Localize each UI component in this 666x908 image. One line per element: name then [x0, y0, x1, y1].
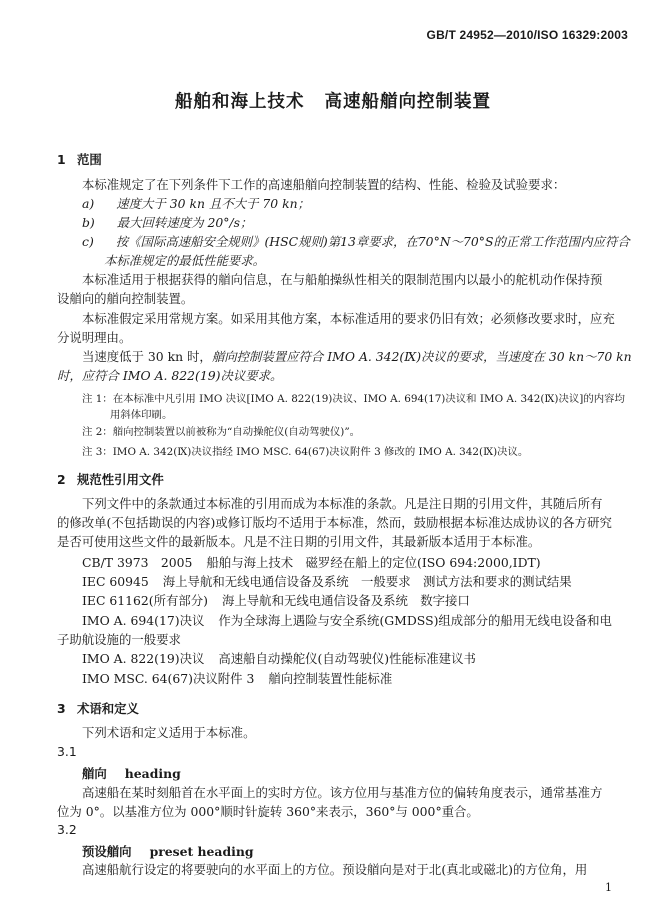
- note-1: 注 1：在本标准中凡引用 IMO 决议[IMO A. 822(19)决议、IMO A. 694(17)决议和 IMO A. 342(Ⅸ)决议]的内容均: [82, 393, 625, 405]
- reference-code: IMO MSC. 64(67)决议附件 3: [82, 671, 255, 686]
- term-definition: 高速船航行设定的将要驶向的水平面上的方位。预设艏向是对于北(真北或磁北)的方位角，用: [82, 862, 588, 877]
- list-text: 按《国际高速船安全规则》(HSC规则)第13章要求，在70°N～70°S的正常工作范围内应符合: [115, 234, 630, 249]
- reference-item: [82, 572, 572, 590]
- section-1-para-2-cont: 设艏向的艏向控制装置。: [57, 291, 194, 306]
- term-en: preset heading: [149, 844, 254, 859]
- section-1-intro: 本标准规定了在下列条件下工作的高速船艏向控制装置的结构、性能、检验及试验要求：: [82, 177, 566, 192]
- reference-code: CB/T 3973 2005: [82, 555, 193, 570]
- standard-code: GB/T 24952—2010/ISO 16329:2003: [426, 28, 628, 42]
- reference-item: [82, 611, 612, 629]
- document-title: [0, 88, 666, 113]
- term-zh: 艏向: [82, 766, 107, 781]
- list-text: 最大回转速度为 20°/s；: [116, 215, 253, 230]
- reference-title: 海上导航和无线电通信设备及系统 一般要求 测试方法和要求的测试结果: [162, 574, 572, 589]
- title-part-1: 船舶和海上技术: [175, 92, 305, 112]
- section-1-heading: [57, 150, 102, 168]
- section-number: 3: [57, 701, 66, 716]
- list-marker: c): [82, 234, 94, 249]
- para-text-italic: 艏向控制装置应符合 IMO A. 342(Ⅸ)决议的要求，当速度在 30 kn～70 kn: [211, 349, 632, 364]
- section-title: 范围: [77, 152, 102, 167]
- reference-code: IEC 61162(所有部分): [82, 593, 209, 608]
- para-text: 当速度低于 30 kn 时，: [82, 349, 212, 364]
- section-2-heading: [57, 470, 164, 488]
- reference-item-cont: 子助航设施的一般要求: [57, 632, 181, 647]
- page-number: 1: [605, 881, 612, 894]
- reference-code: IEC 60945: [82, 574, 149, 589]
- term-en: heading: [124, 766, 181, 781]
- term-zh: 预设艏向: [82, 844, 132, 859]
- list-item-c-continued: 本标准规定的最低性能要求。: [104, 253, 266, 268]
- reference-title: 作为全球海上遇险与安全系统(GMDSS)组成部分的船用无线电设备和电: [218, 613, 612, 628]
- section-2-para-cont-1: 的修改单(不包括勘误的内容)或修订版均不适用于本标准，然而，鼓励根据本标准达成协议的各方研究: [57, 515, 612, 530]
- list-item-c: [82, 233, 630, 251]
- reference-item: [82, 591, 470, 609]
- term-heading: [82, 842, 254, 860]
- list-marker: b): [82, 215, 95, 230]
- term-number: 3.2: [57, 822, 77, 837]
- reference-title: 艏向控制装置性能标准: [268, 671, 393, 686]
- reference-title: 船舶与海上技术 磁罗经在船上的定位(ISO 694:2000,IDT): [206, 555, 541, 570]
- section-number: 2: [57, 472, 66, 487]
- section-title: 规范性引用文件: [77, 472, 164, 487]
- title-part-2: 高速船艏向控制装置: [324, 92, 491, 112]
- list-item-b: [82, 214, 252, 232]
- term-number: 3.1: [57, 744, 77, 759]
- note-3: 注 3：IMO A. 342(Ⅸ)决议指经 IMO MSC. 64(67)决议附件 3 修改的 IMO A. 342(Ⅸ)决议。: [82, 446, 529, 458]
- section-title: 术语和定义: [77, 701, 139, 716]
- section-3-intro: 下列术语和定义适用于本标准。: [82, 725, 256, 740]
- note-1-cont: 用斜体印刷。: [110, 409, 173, 421]
- section-3-heading: [57, 699, 139, 717]
- reference-item: [82, 669, 392, 687]
- reference-item: [82, 553, 541, 571]
- section-1-para-3: 本标准假定采用常规方案。如采用其他方案，本标准适用的要求仍旧有效；必须修改要求时，应充: [82, 311, 615, 326]
- note-2: 注 2：艏向控制装置以前被称为“自动操舵仪(自动驾驶仪)”。: [82, 426, 361, 438]
- reference-item: [82, 649, 476, 667]
- list-text: 速度大于 30 kn 且不大于 70 kn；: [116, 196, 310, 211]
- reference-title: 海上导航和无线电通信设备及系统 数字接口: [222, 593, 470, 608]
- reference-code: IMO A. 694(17)决议: [82, 613, 205, 628]
- term-definition-cont: 位为 0°。以基准方位为 000°顺时针旋转 360°来表示，360°与 000°重合。: [57, 804, 479, 819]
- section-1-para-2: 本标准适用于根据获得的艏向信息，在与船舶操纵性相关的限制范围内以最小的舵机动作保持预: [82, 272, 603, 287]
- term-heading: [82, 764, 181, 782]
- section-1-para-4-cont: 时，应符合 IMO A. 822(19)决议要求。: [57, 368, 283, 383]
- reference-code: IMO A. 822(19)决议: [82, 651, 205, 666]
- section-2-para-cont-2: 是否可使用这些文件的最新版本。凡是不注日期的引用文件，其最新版本适用于本标准。: [57, 534, 541, 549]
- section-1-para-3-cont: 分说明理由。: [57, 330, 132, 345]
- list-item-a: [82, 195, 310, 213]
- reference-title: 高速船自动操舵仪(自动驾驶仪)性能标准建议书: [218, 651, 476, 666]
- section-number: 1: [57, 152, 66, 167]
- term-definition: 高速船在某时刻船首在水平面上的实时方位。该方位用与基准方位的偏转角度表示，通常基准方: [82, 785, 603, 800]
- section-2-para: 下列文件中的条款通过本标准的引用而成为本标准的条款。凡是注日期的引用文件，其随后所有: [82, 496, 603, 511]
- list-marker: a): [82, 196, 95, 211]
- section-1-para-4: [82, 348, 632, 366]
